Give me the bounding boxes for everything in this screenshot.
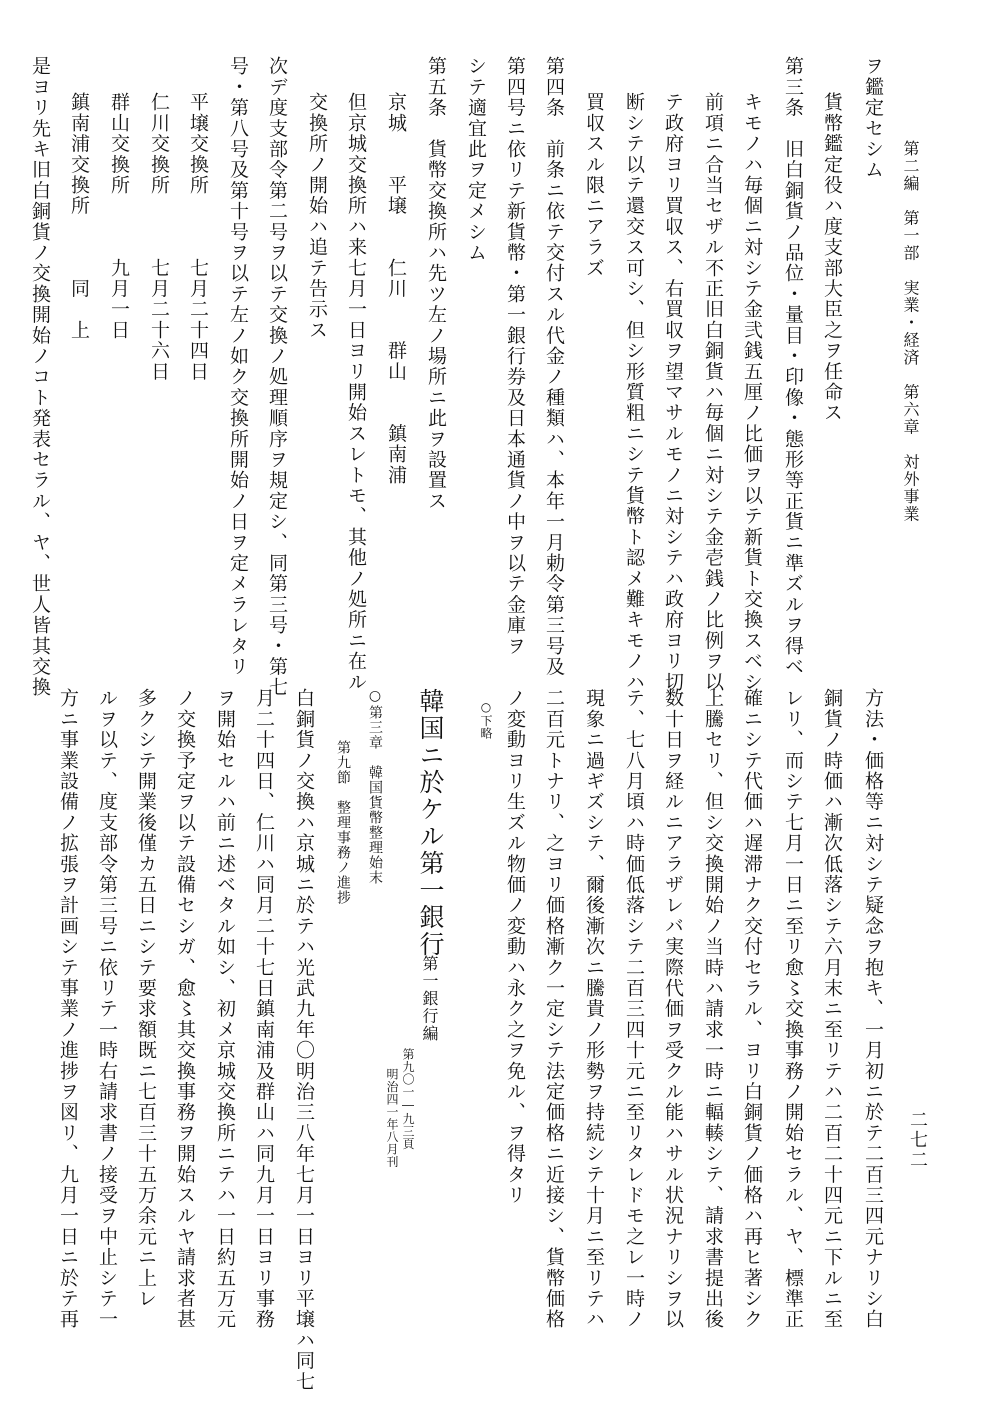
upper-line-8: 買収スル限ニアラズ xyxy=(583,92,605,279)
document-title: 韓国ニ於ケル第一銀行 xyxy=(416,688,445,958)
section-heading: 第九節 整理事務ノ進捗 xyxy=(335,740,351,905)
upper-line-15: 交換所ノ開始ハ追テ告示ス xyxy=(306,92,328,341)
document-title-sub: 第一銀行編 xyxy=(420,955,439,1043)
upper-line-16: 次デ度支部令第二号ヲ以テ交換ノ処理順序ヲ規定シ、同第三号・第七 xyxy=(266,56,288,698)
upper-line-7: 断シテ以テ還交ス可シ、但シ形質粗ニシテ貨幣ト認メ難キモノハ xyxy=(623,92,645,693)
lower2-line-5: 多クシテ開業後僅カ五日ニシテ要求額既ニ七百三十五万余元ニ上レ xyxy=(135,688,157,1309)
lower-line-7: テ、七八月頃ハ時価低落シテ二百三四十元ニ至リタレドモ之レ一時ノ xyxy=(623,688,645,1330)
upper-line-22: 是ヨリ先キ旧白銅貨ノ交換開始ノコト発表セラル、ヤ、世人皆其交換 xyxy=(29,56,51,698)
source-pages: 第九〇一―九三頁 xyxy=(401,1048,415,1150)
lower-line-5: 上騰セリ、但シ交換開始ノ当時ハ請求一時ニ輻輳シテ、請求書提出後 xyxy=(702,688,724,1330)
upper-line-6: テ政府ヨリ買収ス、右買収ヲ望マサルモノニ対シテハ政府ヨリ切 xyxy=(662,92,684,693)
lower2-line-7: 方ニ事業設備ノ拡張ヲ計画シテ事業ノ進捗ヲ図リ、九月一日ニ於テ再 xyxy=(57,688,79,1330)
lower-line-4: 確ニシテ代価ハ遅滞ナク交付セラル、ヨリ白銅貨ノ価格ハ再ヒ著シク xyxy=(741,688,763,1330)
upper-line-21: 鎮南浦交換所 同 上 xyxy=(68,92,90,341)
upper-line-14: 但京城交換所ハ来七月一日ヨリ開始スレトモ、其他ノ処所ニ在ル xyxy=(345,92,367,693)
upper-line-11: シテ適宜此ヲ定メシム xyxy=(465,56,487,263)
page-number: 二七二 xyxy=(907,1110,928,1170)
upper-line-9: 第四条 前条ニ依テ交付スル代金ノ種類ハ、本年一月勅令第三号及 xyxy=(543,56,565,677)
lower2-line-2: 月二十四日、仁川ハ同月二十七日鎮南浦及群山ハ同九月一日ヨリ事務 xyxy=(253,688,275,1330)
upper-line-5: 前項ニ合当セザル不正旧白銅貨ハ毎個ニ対シテ金壱銭ノ比例ヲ以 xyxy=(702,92,724,693)
lower-line-1: 方法・価格等ニ対シテ疑念ヲ抱キ、一月初ニ於テ二百三四元ナリシ白 xyxy=(862,688,884,1330)
running-header: 第二編 第一部 実業・経済 第六章 対外事業 xyxy=(901,140,920,523)
lower2-line-6: ルヲ以テ、度支部令第三号ニ依リテ一時右請求書ノ接受ヲ中止シテ一 xyxy=(96,688,118,1330)
upper-line-18: 平壌交換所 七月二十四日 xyxy=(187,92,209,382)
upper-line-19: 仁川交換所 七月二十六日 xyxy=(148,92,170,382)
upper-line-1: ヲ鑑定セシム xyxy=(862,56,884,181)
upper-line-2: 貨幣鑑定役ハ度支部大臣之ヲ任命ス xyxy=(821,92,843,424)
upper-line-3: 第三条 旧白銅貨ノ品位・量目・印像・態形等正貨ニ準ズルヲ得ベ xyxy=(782,56,804,677)
lower-line-10: ノ変動ヨリ生ズル物価ノ変動ハ永ク之ヲ免ル、ヲ得タリ xyxy=(504,688,526,1206)
lower-line-2: 銅貨ノ時価ハ漸次低落シテ六月末ニ至リテハ二百二十四元ニ下ルニ至 xyxy=(821,688,843,1330)
lower-line-8: 現象ニ過ギズシテ、爾後漸次ニ騰貴ノ形勢ヲ持続シテ十月ニ至リテハ xyxy=(583,688,605,1330)
upper-line-12: 第五条 貨幣交換所ハ先ツ左ノ場所ニ此ヲ設置ス xyxy=(425,56,447,512)
upper-line-13: 京城 平壌 仁川 群山 鎮南浦 xyxy=(385,92,407,486)
lower2-line-3: ヲ開始セルハ前ニ述ベタル如シ、初メ京城交換所ニテハ一日約五万元 xyxy=(214,688,236,1330)
lower2-line-1: 白銅貨ノ交換ハ京城ニ於テハ光武九年〇明治三八年七月一日ヨリ平壌ハ同七 xyxy=(293,688,315,1392)
upper-line-17: 号・第八号及第十号ヲ以テ左ノ如ク交換所開始ノ日ヲ定メラレタリ xyxy=(227,56,249,678)
lower2-line-4: ノ交換予定ヲ以テ設備セシガ、愈〻其交換事務ヲ開始スルヤ請求者甚 xyxy=(174,688,196,1330)
lower-line-9: 二百元トナリ、之ヨリ価格漸ク一定シテ法定価格ニ近接シ、貨幣価格 xyxy=(543,688,565,1330)
upper-line-10: 第四号ニ依リテ新貨幣・第一銀行券及日本通貨ノ中ヲ以テ金庫ヲ xyxy=(504,56,526,657)
upper-line-4: キモノハ毎個ニ対シテ金弐銭五厘ノ比価ヲ以テ新貨ト交換スベシ xyxy=(741,92,763,693)
chapter-heading: ○第三章 韓国貨幣整理始末 xyxy=(367,688,383,885)
lower-line-3: レリ、而シテ七月一日ニ至リ愈〻交換事務ノ開始セラル、ヤ、標準正 xyxy=(782,688,804,1330)
lower-line-6: 数十日ヲ経ルニアラザレバ実際代価ヲ受クル能ハサル状況ナリシヲ以 xyxy=(662,688,684,1330)
upper-line-20: 群山交換所 九月一日 xyxy=(108,92,130,341)
omission-note: ○下略 xyxy=(479,700,493,740)
source-date: 明治四一年八月刊 xyxy=(385,1068,399,1168)
